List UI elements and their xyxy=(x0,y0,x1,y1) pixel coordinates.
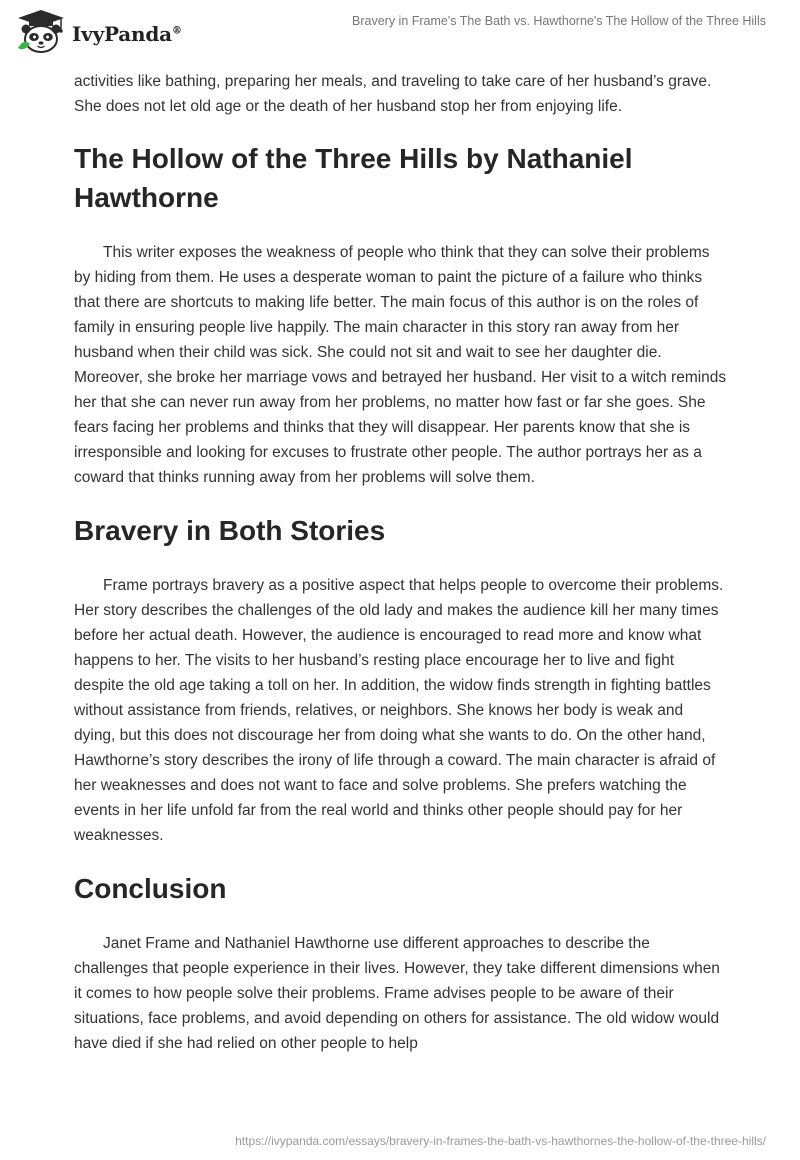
paragraph-bravery-in-both-stories: Frame portrays bravery as a positive aspect that helps people to overcome their problems. Her story describes the challenges of the old lady and makes the audience kill her many times before her actual death. However, the audience is encouraged to read more and know what happens to her. The visits to her husband’s resting place encourage her to live and fight despite the old age taking a toll on her. In addition, the widow finds strength in fighting battles without assistance from friends, relatives, or neighbors. She knows her body is weak and dying, but this does not discourage her from doing what she wants to do. On the other hand, Hawthorne’s story describes the irony of life through a coward. The main character is afraid of her weaknesses and does not want to face and solve problems. She prefers watching the events in her life unfold far from the real world and thinks other people should pay for her weaknesses. xyxy=(74,577,724,844)
brand-logo[interactable] xyxy=(14,8,182,54)
brand-name: IvyPanda® xyxy=(72,22,182,46)
paragraph-continuation: activities like bathing, preparing her meals, and traveling to take care of her husband’s grave. She does not let old age or the death of her husband stop her from enjoying life. xyxy=(74,73,712,115)
document-title: Bravery in Frame's The Bath vs. Hawthorne's The Hollow of the Three Hills xyxy=(352,14,766,28)
panda-icon xyxy=(14,8,68,54)
page-header xyxy=(0,0,800,60)
heading-hollow-of-three-hills: The Hollow of the Three Hills by Nathaniel Hawthorne xyxy=(74,143,633,213)
paragraph-hollow-of-three-hills: This writer exposes the weakness of people who think that they can solve their problems by hiding from them. He uses a desperate woman to paint the picture of a failure who thinks that there are shortcuts to making life better. The main focus of this author is on the roles of family in ensuring people live happily. The main character in this story ran away from her husband when their child was sick. She could not sit and wait to see her daughter die. Moreover, she broke her marriage vows and betrayed her husband. Her visit to a witch reminds her that she can never run away from her problems, no matter how fast or far she goes. She fears facing her problems and thinks that they will disappear. Her parents know that she is irresponsible and looking for excuses to frustrate other people. The author portrays her as a coward that thinks running away from her problems will solve them. xyxy=(74,244,727,486)
heading-bravery-in-both-stories: Bravery in Both Stories xyxy=(74,515,386,546)
heading-conclusion: Conclusion xyxy=(74,873,227,904)
source-url[interactable]: https://ivypanda.com/essays/bravery-in-frames-the-bath-vs-hawthornes-the-hollow-of-the-three-hills/ xyxy=(235,1134,766,1148)
article-body xyxy=(74,69,728,1056)
paragraph-conclusion: Janet Frame and Nathaniel Hawthorne use different approaches to describe the challenges that people experience in their lives. However, they take different dimensions when it comes to how people solve their problems. Frame advises people to be aware of their situations, face problems, and avoid depending on others for assistance. The old widow would have died if she had relied on other people to help xyxy=(74,935,720,1052)
